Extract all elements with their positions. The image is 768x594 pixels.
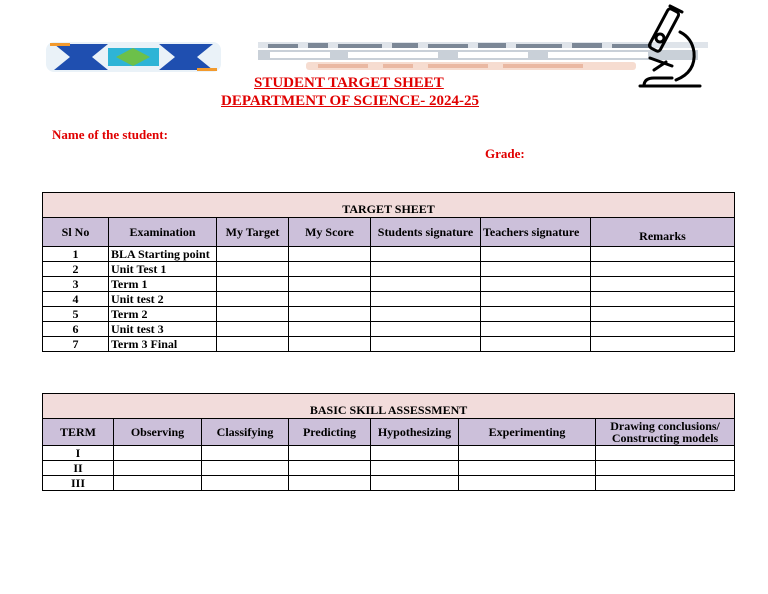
skill-row — [43, 461, 735, 476]
target-column-header: Sl No — [43, 218, 109, 247]
microscope-icon — [636, 2, 704, 90]
skill-column-header: Drawing conclusions/ Constructing models — [596, 419, 735, 446]
blank-cell[interactable] — [202, 461, 289, 476]
blank-cell[interactable] — [481, 247, 591, 262]
blank-cell[interactable] — [371, 476, 459, 491]
blank-cell[interactable] — [289, 322, 371, 337]
blank-cell[interactable] — [114, 461, 202, 476]
blank-cell[interactable] — [591, 262, 735, 277]
row-number: 7 — [43, 337, 109, 352]
blank-cell[interactable] — [202, 446, 289, 461]
blank-cell[interactable] — [596, 476, 735, 491]
blank-cell[interactable] — [217, 307, 289, 322]
target-row — [43, 262, 735, 277]
row-number: 4 — [43, 292, 109, 307]
target-column-header: Examination — [109, 218, 217, 247]
blank-cell[interactable] — [591, 277, 735, 292]
examination-name: BLA Starting point — [109, 247, 217, 262]
target-row — [43, 292, 735, 307]
skill-column-header: Predicting — [289, 419, 371, 446]
school-logo — [46, 38, 221, 76]
skill-assessment-table — [42, 393, 735, 491]
blank-cell[interactable] — [289, 337, 371, 352]
blank-cell[interactable] — [371, 337, 481, 352]
examination-name: Term 3 Final — [109, 337, 217, 352]
blank-cell[interactable] — [481, 262, 591, 277]
blank-cell[interactable] — [289, 461, 371, 476]
skill-column-header: Hypothesizing — [371, 419, 459, 446]
target-column-header: My Target — [217, 218, 289, 247]
term-label: I — [43, 446, 114, 461]
target-row — [43, 247, 735, 262]
skill-assessment-caption: BASIC SKILL ASSESSMENT — [43, 394, 735, 419]
blank-cell[interactable] — [217, 277, 289, 292]
blank-cell[interactable] — [459, 476, 596, 491]
blank-cell[interactable] — [114, 476, 202, 491]
blank-cell[interactable] — [596, 461, 735, 476]
target-column-header: Teachers signature — [481, 218, 591, 247]
skill-column-header: Classifying — [202, 419, 289, 446]
blank-cell[interactable] — [591, 307, 735, 322]
blank-cell[interactable] — [371, 307, 481, 322]
blank-cell[interactable] — [217, 292, 289, 307]
department-title: DEPARTMENT OF SCIENCE- 2024-25 — [221, 93, 479, 109]
target-row — [43, 277, 735, 292]
blank-cell[interactable] — [481, 277, 591, 292]
blank-cell[interactable] — [371, 446, 459, 461]
target-row — [43, 337, 735, 352]
target-sheet-table — [42, 192, 735, 352]
blank-cell[interactable] — [289, 476, 371, 491]
blank-cell[interactable] — [591, 247, 735, 262]
examination-name: Unit test 3 — [109, 322, 217, 337]
blank-cell[interactable] — [371, 247, 481, 262]
row-number: 3 — [43, 277, 109, 292]
grade-label: Grade: — [485, 146, 525, 161]
student-name-label: Name of the student: — [52, 127, 168, 142]
row-number: 2 — [43, 262, 109, 277]
skill-row — [43, 476, 735, 491]
blank-cell[interactable] — [481, 292, 591, 307]
target-row — [43, 307, 735, 322]
blank-cell[interactable] — [371, 461, 459, 476]
blank-cell[interactable] — [371, 277, 481, 292]
target-sheet-caption: TARGET SHEET — [43, 193, 735, 218]
blank-cell[interactable] — [371, 292, 481, 307]
blank-cell[interactable] — [481, 307, 591, 322]
blank-cell[interactable] — [217, 322, 289, 337]
blank-cell[interactable] — [289, 307, 371, 322]
blank-cell[interactable] — [481, 337, 591, 352]
row-number: 5 — [43, 307, 109, 322]
examination-name: Term 1 — [109, 277, 217, 292]
blank-cell[interactable] — [459, 446, 596, 461]
target-column-header: My Score — [289, 218, 371, 247]
examination-name: Unit test 2 — [109, 292, 217, 307]
blank-cell[interactable] — [371, 262, 481, 277]
examination-name: Term 2 — [109, 307, 217, 322]
term-label: II — [43, 461, 114, 476]
blank-cell[interactable] — [289, 262, 371, 277]
skill-column-header: Observing — [114, 419, 202, 446]
row-number: 1 — [43, 247, 109, 262]
blank-cell[interactable] — [289, 277, 371, 292]
skill-row — [43, 446, 735, 461]
blank-cell[interactable] — [481, 322, 591, 337]
sheet-title: STUDENT TARGET SHEET — [254, 75, 444, 91]
blank-cell[interactable] — [591, 292, 735, 307]
blank-cell[interactable] — [591, 337, 735, 352]
blank-cell[interactable] — [591, 322, 735, 337]
blank-cell[interactable] — [289, 446, 371, 461]
blank-cell[interactable] — [114, 446, 202, 461]
blank-cell[interactable] — [202, 476, 289, 491]
skill-column-header: TERM — [43, 419, 114, 446]
blank-cell[interactable] — [596, 446, 735, 461]
skill-column-header: Experimenting — [459, 419, 596, 446]
target-row — [43, 322, 735, 337]
term-label: III — [43, 476, 114, 491]
examination-name: Unit Test 1 — [109, 262, 217, 277]
blank-cell[interactable] — [289, 247, 371, 262]
row-number: 6 — [43, 322, 109, 337]
target-column-header: Students signature — [371, 218, 481, 247]
blank-cell[interactable] — [371, 322, 481, 337]
blank-cell[interactable] — [217, 247, 289, 262]
blank-cell[interactable] — [459, 461, 596, 476]
blank-cell[interactable] — [217, 262, 289, 277]
blank-cell[interactable] — [217, 337, 289, 352]
target-column-header: Remarks — [591, 218, 735, 247]
blank-cell[interactable] — [289, 292, 371, 307]
